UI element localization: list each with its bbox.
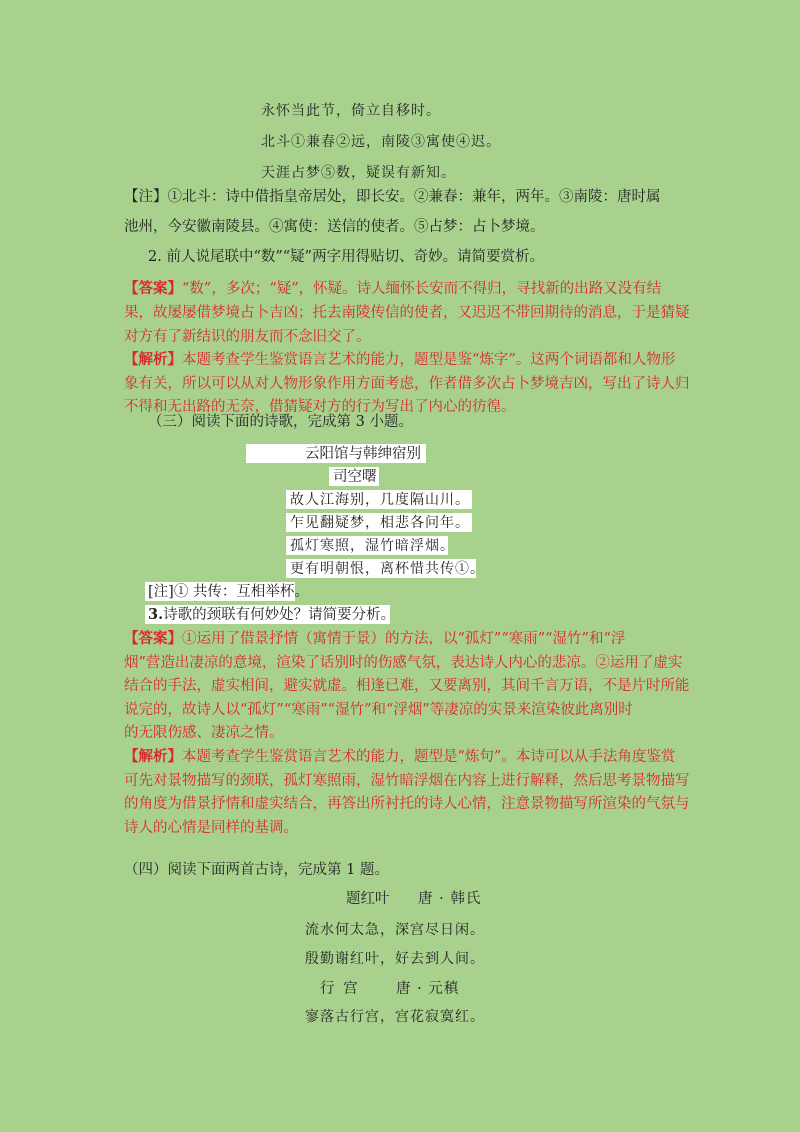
section-3-heading: （三）阅读下面的诗歌，完成第 3 小题。	[148, 414, 413, 430]
answer-3-line-2: 烟”营造出凄凉的意境，渲染了话别时的伤感气氛，表达诗人内心的悲凉。②运用了虚实	[124, 655, 683, 671]
analysis-label: 【解析】	[124, 748, 182, 765]
question-number: 3.	[148, 606, 164, 623]
poem2-title: 行 宫	[320, 981, 360, 997]
poem-line-2: 北斗①兼春②远，南陵③寓使④迟。	[261, 134, 501, 150]
poem1-line-2: 殷勤谢红叶，好去到人间。	[305, 951, 485, 967]
poem-line: 孤灯寒照，湿竹暗浮烟。	[290, 538, 455, 554]
poem-title: 云阳馆与韩绅宿别	[305, 446, 421, 462]
answer-label: 【答案】	[124, 630, 182, 647]
analysis-2-line-3: 不得和无出路的无奈，借猜疑对方的行为写出了内心的彷徨。	[124, 399, 516, 415]
answer-3-line-3: 结合的手法，虚实相间，避实就虚。相逢已难，又要离别，其间千言万语，不是片时所能	[124, 678, 690, 694]
poem2-author: 唐 · 元稹	[396, 981, 460, 997]
poem-line: 乍见翻疑梦，相悲各问年。	[290, 515, 470, 531]
note-line-1: 【注】①北斗：诗中借指皇帝居处，即长安。②兼春：兼年，两年。③南陵：唐时属	[124, 189, 661, 205]
answer-2-line-3: 对方有了新结识的朋友而不念旧交了。	[124, 329, 371, 345]
poem-line: 故人江海别，几度隔山川。	[290, 492, 470, 508]
poem1-title: 题红叶	[346, 891, 390, 907]
analysis-3-line-4: 诗人的心情是同样的基调。	[124, 820, 298, 836]
answer-text: “数”，多次；“疑”，怀疑。诗人缅怀长安而不得归，寻找新的出路又没有结	[182, 281, 662, 297]
poem-line: 更有明朝恨，离杯惜共传①。	[290, 561, 485, 577]
poem1-line-1: 流水何太急，深宫尽日闲。	[305, 922, 485, 938]
answer-3-line-5: 的无限伤感、凄凉之情。	[124, 725, 284, 741]
analysis-text: 本题考查学生鉴赏语言艺术的能力，题型是鉴“炼字”。这两个词语都和人物形	[182, 352, 676, 368]
poem-line-3: 天涯占梦⑤数，疑误有新知。	[261, 165, 456, 181]
answer-2-line-2: 果，故屡屡借梦境占卜吉凶；托去南陵传信的使者，又迟迟不带回期待的消息，于是猜疑	[124, 305, 690, 321]
answer-3-line-4: 说完的，故诗人以“孤灯”“寒雨”“湿竹”和“浮烟”等凄凉的实景来渲染彼此离别时	[124, 702, 633, 718]
poem2-line-1: 寥落古行宫，宫花寂寞红。	[305, 1009, 485, 1025]
question-3	[148, 603, 395, 624]
analysis-3-line-2: 可先对景物描写的颈联，孤灯寒照雨，湿竹暗浮烟在内容上进行解释，然后思考景物描写	[124, 773, 690, 789]
poem-note: [注]① 共传：互相举杯。	[148, 584, 309, 600]
analysis-3-line-3: 的角度为借景抒情和虚实结合，再答出所衬托的诗人心情，注意景物描写所渲染的气氛与	[124, 796, 690, 812]
poem-line-1: 永怀当此节，倚立自移时。	[261, 103, 441, 119]
question-2: 2. 前人说尾联中“数”“疑”两字用得贴切、奇妙。请简要赏析。	[148, 249, 545, 265]
analysis-2-line-2: 象有关，所以可以从对人物形象作用方面考虑，作者借多次占卜梦境吉凶，写出了诗人归	[124, 376, 690, 392]
poem1-author: 唐 · 韩氏	[418, 891, 482, 907]
note-line-2: 池州，今安徽南陵县。④寓使：送信的使者。⑤占梦：占卜梦境。	[124, 219, 545, 235]
answer-label: 【答案】	[124, 280, 182, 297]
section-4-heading: （四）阅读下面两首古诗，完成第 1 题。	[124, 862, 389, 878]
analysis-label: 【解析】	[124, 351, 182, 368]
question-text: 诗歌的颈联有何妙处？请简要分析。	[163, 607, 396, 623]
analysis-text: 本题考查学生鉴赏语言艺术的能力，题型是“炼句”。本诗可以从手法角度鉴赏	[182, 749, 676, 765]
answer-text: ①运用了借景抒情（寓情于景）的方法，以“孤灯”“寒雨”“湿竹”和“浮	[182, 631, 626, 647]
poem-author: 司空曙	[333, 469, 377, 485]
